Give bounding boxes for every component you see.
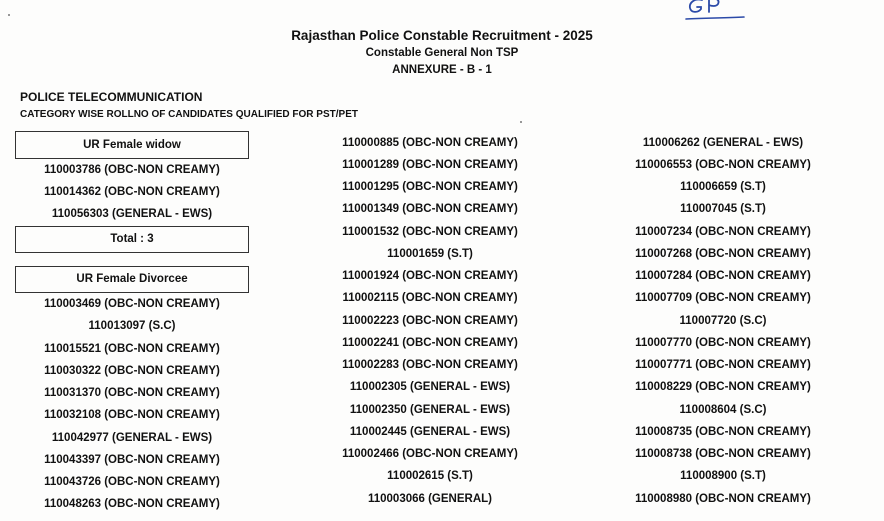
list-item: 110043726 (OBC-NON CREAMY) xyxy=(44,476,220,488)
list-item: 110015521 (OBC-NON CREAMY) xyxy=(44,343,220,355)
list-item: 110014362 (OBC-NON CREAMY) xyxy=(44,186,220,198)
list-item: 110001924 (OBC-NON CREAMY) xyxy=(342,270,518,282)
list-item: 110008735 (OBC-NON CREAMY) xyxy=(635,426,811,438)
list-item: 110007709 (OBC-NON CREAMY) xyxy=(635,292,811,304)
list-item: 110031370 (OBC-NON CREAMY) xyxy=(44,387,220,399)
list-item: 110008738 (OBC-NON CREAMY) xyxy=(635,448,811,460)
list-item: 110006659 (S.T) xyxy=(680,181,766,193)
document-title: Rajasthan Police Constable Recruitment - 2025 xyxy=(291,28,593,43)
list-item: 110002466 (OBC-NON CREAMY) xyxy=(342,448,518,460)
section-total-box: Total : 3 xyxy=(15,226,249,253)
list-item: 110001289 (OBC-NON CREAMY) xyxy=(342,159,518,171)
list-item: 110001349 (OBC-NON CREAMY) xyxy=(342,203,518,215)
list-item: 110001532 (OBC-NON CREAMY) xyxy=(342,226,518,238)
list-item: 110002115 (OBC-NON CREAMY) xyxy=(342,292,518,304)
section-title-box: UR Female Divorcee xyxy=(15,266,249,293)
list-item: 110000885 (OBC-NON CREAMY) xyxy=(342,137,518,149)
list-item: 110006553 (OBC-NON CREAMY) xyxy=(635,159,811,171)
list-item: 110032108 (OBC-NON CREAMY) xyxy=(44,409,220,421)
list-item: 110007284 (OBC-NON CREAMY) xyxy=(635,270,811,282)
list-item: 110002305 (GENERAL - EWS) xyxy=(349,381,511,393)
list-item: 110002615 (S.T) xyxy=(387,470,473,482)
section-title-box: UR Female widow xyxy=(15,131,249,159)
list-item: 110001295 (OBC-NON CREAMY) xyxy=(342,181,518,193)
annexure-label: ANNEXURE - B - 1 xyxy=(392,64,492,76)
list-item: 110007268 (OBC-NON CREAMY) xyxy=(635,248,811,260)
list-item: 110003469 (OBC-NON CREAMY) xyxy=(44,298,220,310)
list-item: 110007720 (S.C) xyxy=(679,315,767,327)
list-item: 110002283 (OBC-NON CREAMY) xyxy=(342,359,518,371)
list-item: 110002445 (GENERAL - EWS) xyxy=(349,426,511,438)
category-heading: CATEGORY WISE ROLLNO OF CANDIDATES QUALIFIED FOR PST/PET xyxy=(20,109,358,120)
list-item: 110007770 (OBC-NON CREAMY) xyxy=(635,337,811,349)
list-item: 110008604 (S.C) xyxy=(679,404,767,416)
handwritten-gp-mark xyxy=(680,0,750,24)
list-item: 110003066 (GENERAL) xyxy=(367,493,492,505)
list-item: 110002241 (OBC-NON CREAMY) xyxy=(342,337,518,349)
list-item: 110043397 (OBC-NON CREAMY) xyxy=(44,454,220,466)
list-item: 110030322 (OBC-NON CREAMY) xyxy=(44,365,220,377)
list-item: 110008980 (OBC-NON CREAMY) xyxy=(635,493,811,505)
list-item: 110007771 (OBC-NON CREAMY) xyxy=(635,359,811,371)
list-item: 110056303 (GENERAL - EWS) xyxy=(51,208,213,220)
list-item: 110006262 (GENERAL - EWS) xyxy=(642,137,804,149)
scan-speck xyxy=(8,14,10,16)
list-item: 110002223 (OBC-NON CREAMY) xyxy=(342,315,518,327)
list-item: 110013097 (S.C) xyxy=(88,320,176,332)
list-item: 110048263 (OBC-NON CREAMY) xyxy=(44,498,220,510)
list-item: 110007234 (OBC-NON CREAMY) xyxy=(635,226,811,238)
list-item: 110008229 (OBC-NON CREAMY) xyxy=(635,381,811,393)
list-item: 110001659 (S.T) xyxy=(387,248,473,260)
scan-speck xyxy=(520,121,522,123)
list-item: 110003786 (OBC-NON CREAMY) xyxy=(44,164,220,176)
list-item: 110008900 (S.T) xyxy=(680,470,766,482)
list-item: 110002350 (GENERAL - EWS) xyxy=(349,404,511,416)
document-subtitle: Constable General Non TSP xyxy=(365,47,519,59)
list-item: 110007045 (S.T) xyxy=(680,203,766,215)
list-item: 110042977 (GENERAL - EWS) xyxy=(51,432,213,444)
department-heading: POLICE TELECOMMUNICATION xyxy=(20,90,203,104)
